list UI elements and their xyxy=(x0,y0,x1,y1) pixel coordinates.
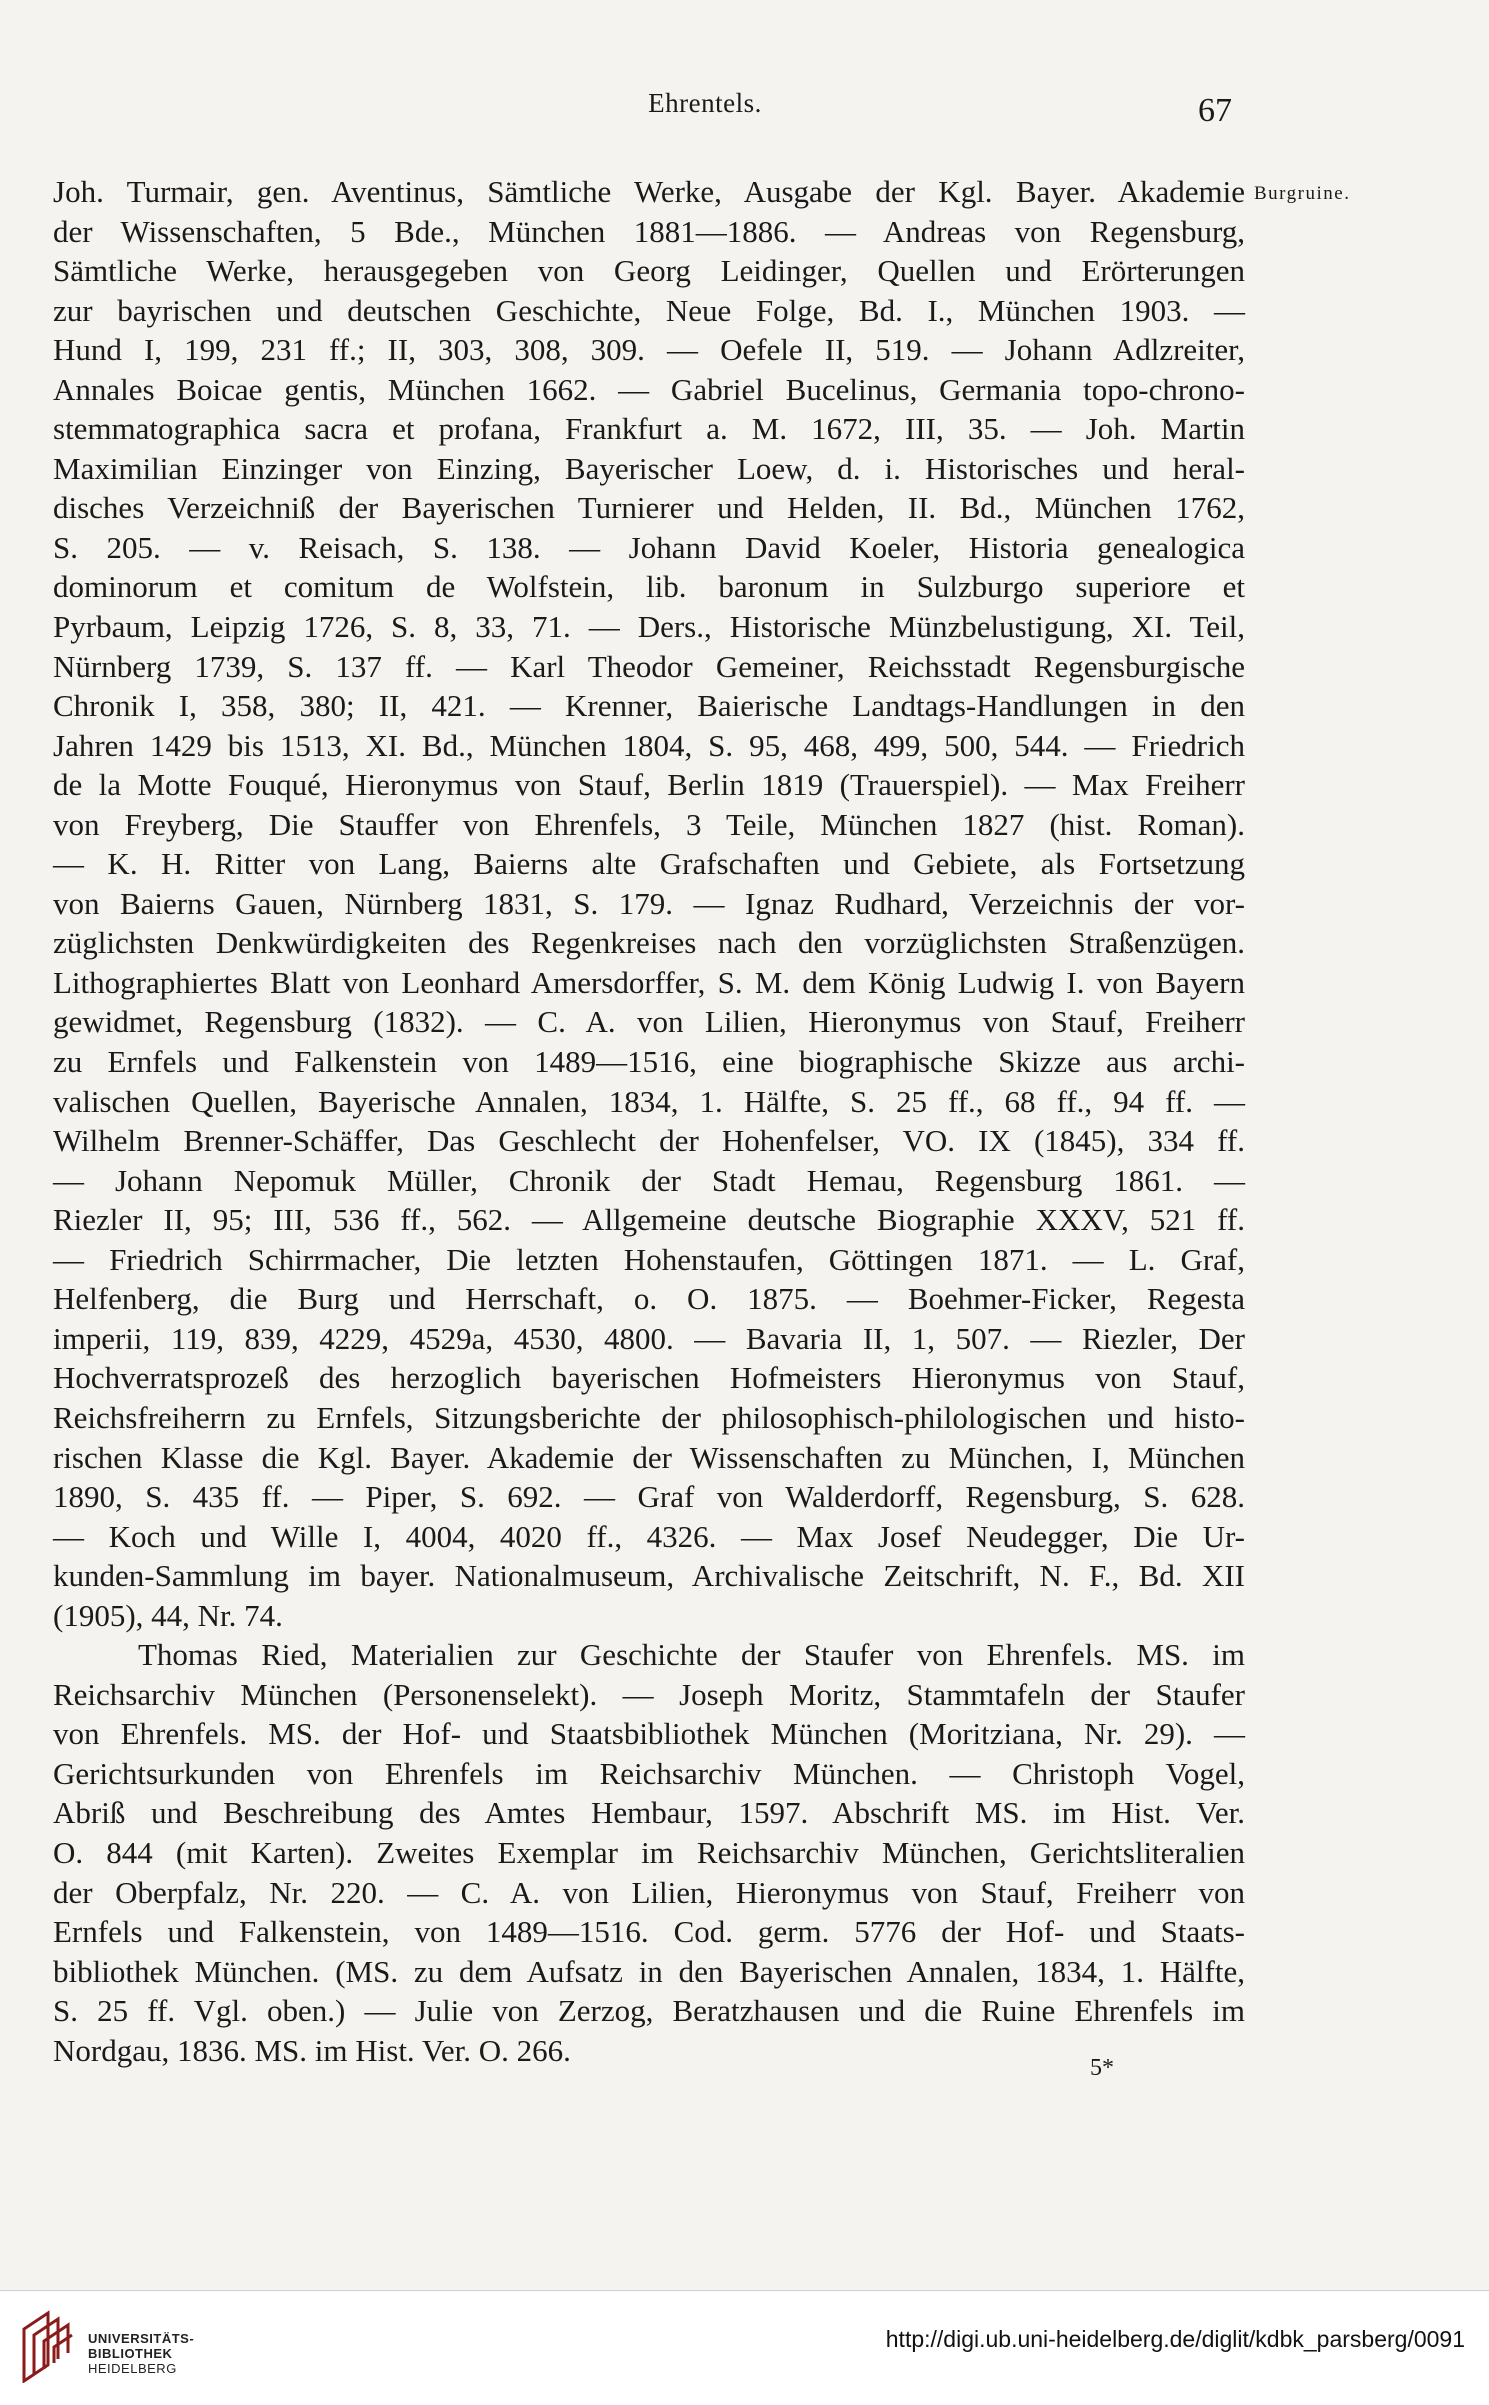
text-line: S. 205. — v. Reisach, S. 138. — Johann David Koeler, Historia genealogica xyxy=(53,529,1245,565)
margin-note: Burgruine. xyxy=(1254,183,1351,204)
text-line: S. 25 ff. Vgl. oben.) — Julie von Zerzog, Beratzhausen und die Ruine Ehrenfels im xyxy=(53,1993,1245,2029)
logo-line: HEIDELBERG xyxy=(88,2361,177,2376)
text-line: Lithographiertes Blatt von Leonhard Amersdorffer, S. M. dem König Ludwig I. von Bayern xyxy=(53,964,1245,1000)
text-line: — K. H. Ritter von Lang, Baierns alte Grafschaften und Gebiete, als Fortsetzung xyxy=(53,846,1245,882)
text-line: — Friedrich Schirrmacher, Die letzten Hohenstaufen, Göttingen 1871. — L. Graf, xyxy=(53,1241,1245,1277)
text-line: Nordgau, 1836. MS. im Hist. Ver. O. 266. xyxy=(53,2032,571,2068)
text-line: Hochverratsprozeß des herzoglich bayerischen Hofmeisters Hieronymus von Stauf, xyxy=(53,1360,1245,1396)
running-head: Ehrentels. xyxy=(648,88,762,118)
text-line: Reichsfreiherrn zu Ernfels, Sitzungsberichte der philosophisch-philologischen und histo- xyxy=(53,1399,1245,1435)
text-line: rischen Klasse die Kgl. Bayer. Akademie der Wissenschaften zu München, I, München xyxy=(53,1439,1245,1475)
logo-line: BIBLIOTHEK xyxy=(88,2346,173,2361)
text-line: — Johann Nepomuk Müller, Chronik der Stadt Hemau, Regensburg 1861. — xyxy=(53,1162,1245,1198)
text-line: O. 844 (mit Karten). Zweites Exemplar im Reichsarchiv München, Gerichtsliteralien xyxy=(53,1834,1245,1870)
text-line: gewidmet, Regensburg (1832). — C. A. von Lilien, Hieronymus von Stauf, Freiherr xyxy=(53,1004,1245,1040)
text-line: de la Motte Fouqué, Hieronymus von Stauf, Berlin 1819 (Trauerspiel). — Max Freiherr xyxy=(53,767,1245,803)
text-line: zur bayrischen und deutschen Geschichte, Neue Folge, Bd. I., München 1903. — xyxy=(53,292,1245,328)
text-line: von Ehrenfels. MS. der Hof- und Staatsbibliothek München (Moritziana, Nr. 29). — xyxy=(53,1716,1245,1752)
text-line: Annales Boicae gentis, München 1662. — Gabriel Bucelinus, Germania topo-chrono- xyxy=(53,371,1245,407)
library-logo-text xyxy=(88,2331,194,2376)
text-line: Thomas Ried, Materialien zur Geschichte der Staufer von Ehrenfels. MS. im xyxy=(138,1637,1245,1673)
text-line: imperii, 119, 839, 4229, 4529a, 4530, 4800. — Bavaria II, 1, 507. — Riezler, Der xyxy=(53,1320,1245,1356)
text-line: Ernfels und Falkenstein, von 1489—1516. Cod. germ. 5776 der Hof- und Staats- xyxy=(53,1914,1245,1950)
text-line: Gerichtsurkunden von Ehrenfels im Reichsarchiv München. — Christoph Vogel, xyxy=(53,1755,1245,1791)
text-line: zu Ernfels und Falkenstein von 1489—1516, eine biographische Skizze aus archi- xyxy=(53,1044,1245,1080)
text-line: kunden-Sammlung im bayer. Nationalmuseum, Archivalische Zeitschrift, N. F., Bd. XII xyxy=(53,1558,1245,1594)
text-line: — Koch und Wille I, 4004, 4020 ff., 4326. — Max Josef Neudegger, Die Ur- xyxy=(53,1518,1245,1554)
text-line: von Baierns Gauen, Nürnberg 1831, S. 179. — Ignaz Rudhard, Verzeichnis der vor- xyxy=(53,885,1245,921)
footer-divider xyxy=(0,2290,1489,2291)
text-line: dominorum et comitum de Wolfstein, lib. baronum in Sulzburgo superiore et xyxy=(53,569,1245,605)
text-line: stemmatographica sacra et profana, Frankfurt a. M. 1672, III, 35. — Joh. Martin xyxy=(53,411,1245,447)
signature-mark: 5* xyxy=(1090,2055,1114,2081)
text-line: von Freyberg, Die Stauffer von Ehrenfels, 3 Teile, München 1827 (hist. Roman). xyxy=(53,806,1245,842)
text-line: 1890, S. 435 ff. — Piper, S. 692. — Graf von Walderdorff, Regensburg, S. 628. xyxy=(53,1479,1245,1515)
text-line: Helfenberg, die Burg und Herrschaft, o. O. 1875. — Boehmer-Ficker, Regesta xyxy=(53,1281,1245,1317)
text-line: valischen Quellen, Bayerische Annalen, 1834, 1. Hälfte, S. 25 ff., 68 ff., 94 ff. — xyxy=(53,1083,1245,1119)
text-line: der Oberpfalz, Nr. 220. — C. A. von Lilien, Hieronymus von Stauf, Freiherr von xyxy=(53,1874,1245,1910)
text-line: Riezler II, 95; III, 536 ff., 562. — Allgemeine deutsche Biographie XXXV, 521 ff. xyxy=(53,1202,1245,1238)
text-line: Nürnberg 1739, S. 137 ff. — Karl Theodor Gemeiner, Reichsstadt Regensburgische xyxy=(53,648,1245,684)
text-line: Abriß und Beschreibung des Amtes Hembaur, 1597. Abschrift MS. im Hist. Ver. xyxy=(53,1795,1245,1831)
source-url-link[interactable]: http://digi.ub.uni-heidelberg.de/diglit/kdbk_parsberg/0091 xyxy=(885,2326,1465,2352)
text-line: Jahren 1429 bis 1513, XI. Bd., München 1804, S. 95, 468, 499, 500, 544. — Friedrich xyxy=(53,727,1245,763)
logo-line: UNIVERSITÄTS- xyxy=(88,2331,195,2346)
library-logo-icon xyxy=(20,2307,76,2383)
text-line: Sämtliche Werke, herausgegeben von Georg Leidinger, Quellen und Erörterungen xyxy=(53,253,1245,289)
text-line: der Wissenschaften, 5 Bde., München 1881—1886. — Andreas von Regensburg, xyxy=(53,213,1245,249)
text-line: bibliothek München. (MS. zu dem Aufsatz in den Bayerischen Annalen, 1834, 1. Hälfte, xyxy=(53,1953,1245,1989)
text-line: (1905), 44, Nr. 74. xyxy=(53,1597,283,1633)
text-line: züglichsten Denkwürdigkeiten des Regenkreises nach den vorzüglichsten Straßenzügen. xyxy=(53,925,1245,961)
body-text xyxy=(53,172,1245,2070)
text-line: Hund I, 199, 231 ff.; II, 303, 308, 309. — Oefele II, 519. — Johann Adlzreiter, xyxy=(53,332,1245,368)
text-line: Pyrbaum, Leipzig 1726, S. 8, 33, 71. — Ders., Historische Münzbelustigung, XI. Teil, xyxy=(53,609,1245,645)
text-line: Maximilian Einzinger von Einzing, Bayerischer Loew, d. i. Historisches und heral- xyxy=(53,450,1245,486)
page-number: 67 xyxy=(1198,92,1232,129)
text-line: Wilhelm Brenner-Schäffer, Das Geschlecht der Hohenfelser, VO. IX (1845), 334 ff. xyxy=(53,1123,1245,1159)
text-line: Reichsarchiv München (Personenselekt). — Joseph Moritz, Stammtafeln der Staufer xyxy=(53,1676,1245,1712)
text-line: Chronik I, 358, 380; II, 421. — Krenner, Baierische Landtags-Handlungen in den xyxy=(53,688,1245,724)
text-line: Joh. Turmair, gen. Aventinus, Sämtliche Werke, Ausgabe der Kgl. Bayer. Akademie xyxy=(53,174,1245,209)
text-line: disches Verzeichniß der Bayerischen Turnierer und Helden, II. Bd., München 1762, xyxy=(53,490,1245,526)
